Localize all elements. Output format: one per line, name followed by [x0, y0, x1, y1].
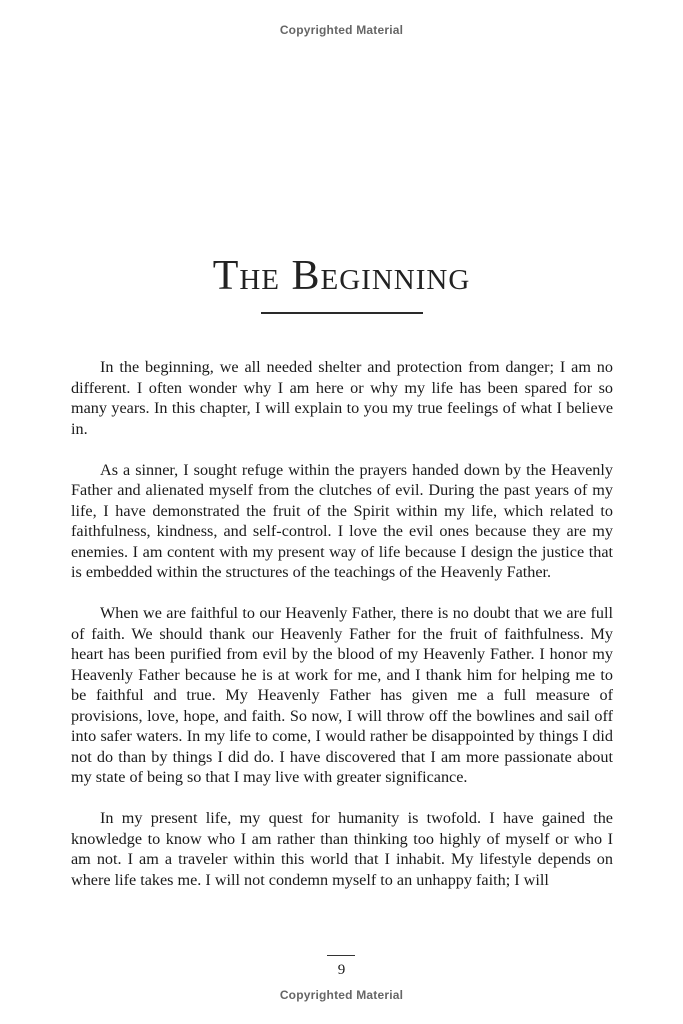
title-underline-rule	[261, 312, 423, 314]
body-paragraph: In my present life, my quest for humanity is twofold. I have gained the knowledge to know who I am rather than thinking too highly of myself or who I am not. I am a traveler within this world that I inhabit. My lifestyle depends on where life takes me. I will not condemn myself to an unhappy faith; I will	[71, 809, 613, 889]
body-paragraph: In the beginning, we all needed shelter and protection from danger; I am no different. I often wonder why I am here or why my life has been spared for so many years. In this chapter, I will explain to you my true feelings of what I believe in.	[71, 358, 613, 438]
header-copyright-notice: Copyrighted Material	[279, 23, 404, 37]
body-paragraph: As a sinner, I sought refuge within the prayers handed down by the Heavenly Father and alienated myself from the clutches of evil. During the past years of my life, I have demonstrated the fruit of the Spirit within my life, which related to faithfulness, kindness, and self-control. I love the evil ones because they are my enemies. I am content with my present way of life because I design the justice that is embedded within the structures of the teachings of the Heavenly Father.	[71, 460, 613, 581]
chapter-title: The Beginning	[212, 253, 471, 299]
footer-copyright-notice: Copyrighted Material	[279, 988, 404, 1002]
footer-rule	[327, 955, 355, 956]
page-number: 9	[337, 962, 346, 978]
chapter-body	[71, 357, 613, 911]
body-paragraph: When we are faithful to our Heavenly Father, there is no doubt that we are full of faith. We should thank our Heavenly Father for the fruit of faithfulness. My heart has been purified from evil by the blood of my Heavenly Father. I honor my Heavenly Father because he is at work for me, and I thank him for helping me to be faithful and true. My Heavenly Father has given me a full measure of provisions, love, hope, and faith. So now, I will throw off the bowlines and sail off into safer waters. In my life to come, I would rather be disappointed by things I did not do than by things I did do. I have discovered that I am more passionate about my state of being so that I may live with greater significance.	[71, 604, 613, 786]
